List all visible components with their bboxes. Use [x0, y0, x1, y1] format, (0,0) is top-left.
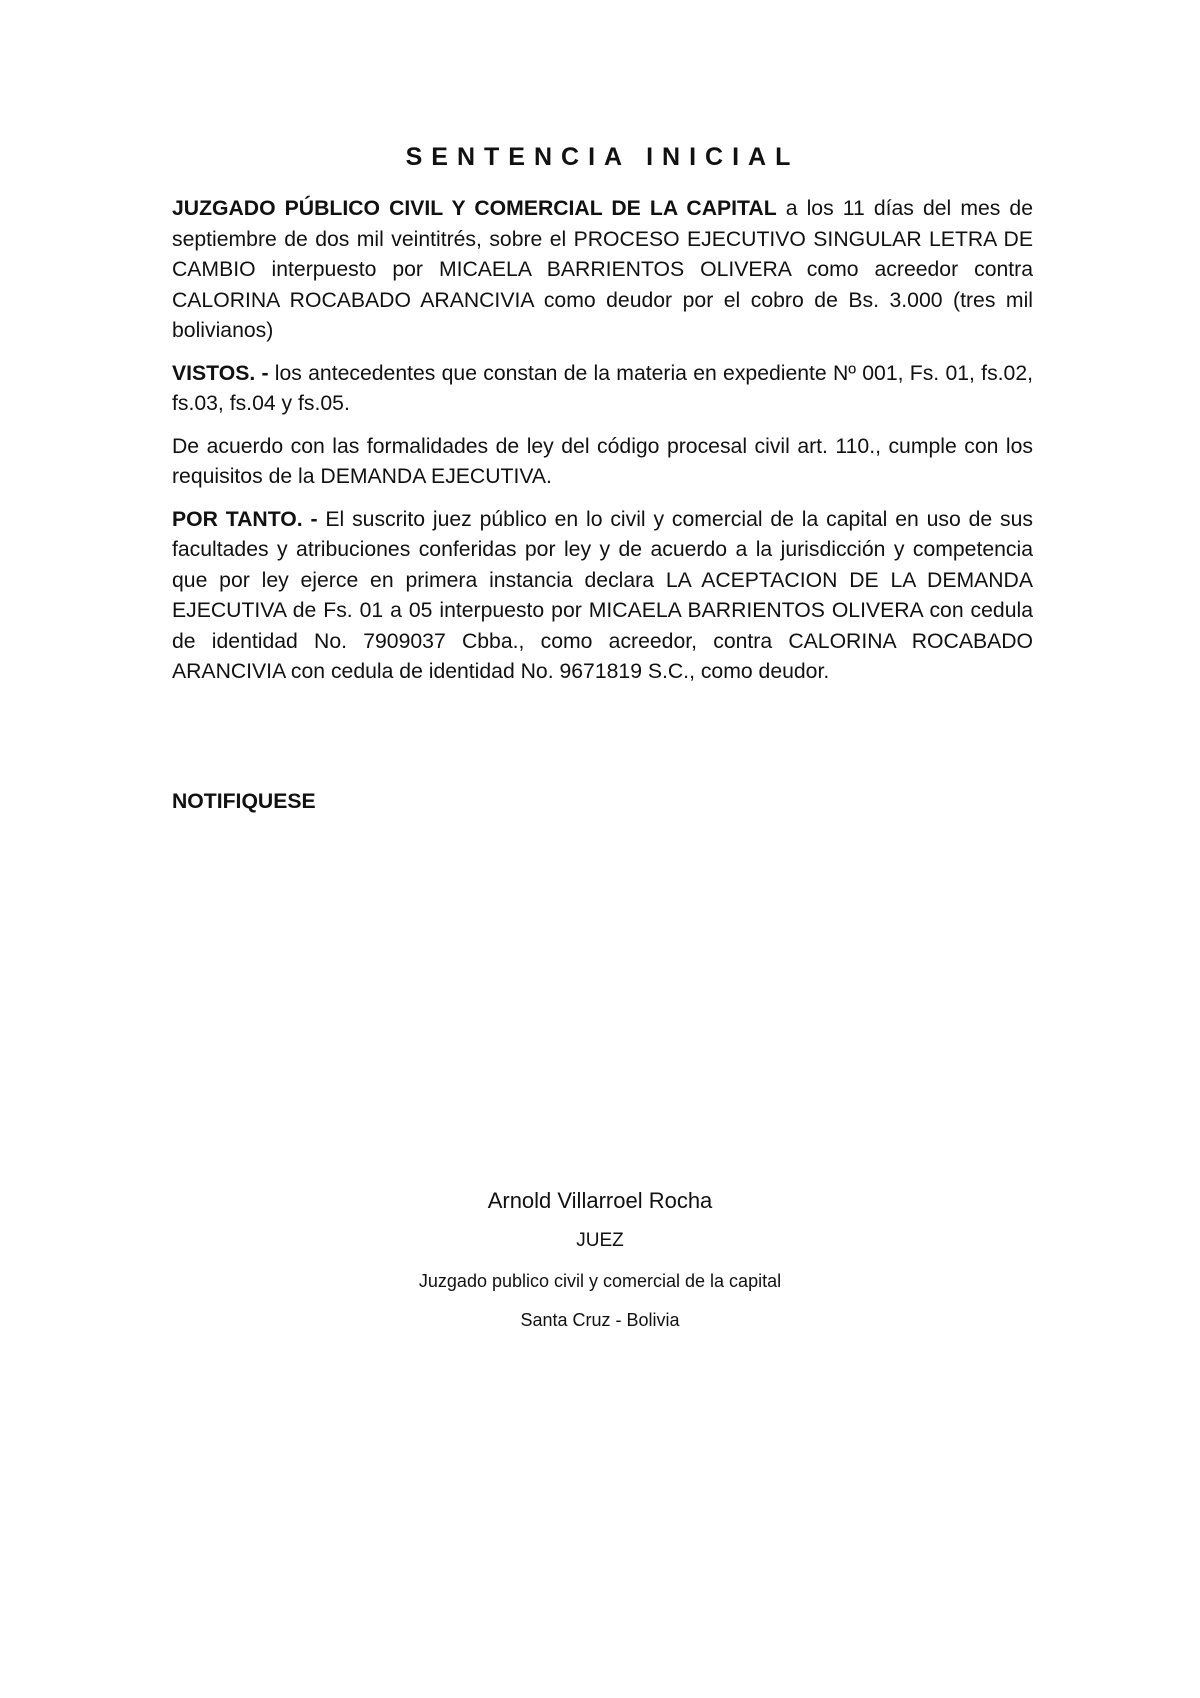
paragraph-vistos	[172, 359, 1033, 420]
paragraph-vistos-text: los antecedentes que constan de la materia en expediente Nº 001, Fs. 01, fs.02, fs.03, fs.04 y fs.05.	[172, 361, 1033, 415]
paragraph-intro-lead: JUZGADO PÚBLICO CIVIL Y COMERCIAL DE LA CAPITAL	[172, 197, 777, 220]
paragraph-intro	[172, 194, 1033, 347]
signatory-role: JUEZ	[576, 1230, 624, 1251]
document-title: SENTENCIA INICIAL	[405, 143, 800, 171]
paragraph-intro-text: a los 11 días del mes de septiembre de dos mil veintitrés, sobre el PROCESO EJECUTIVO SINGULAR LETRA DE CAMBIO interpuesto por MICAELA BARRIENTOS OLIVERA como acreedor contra CALORINA ROCABADO ARANCIVIA como deudor por el cobro de Bs. 3.000 (tres mil bolivianos)	[172, 197, 1033, 342]
signatory-place: Santa Cruz - Bolivia	[520, 1310, 680, 1330]
signature-block	[300, 1187, 900, 1333]
paragraph-acuerdo-text: De acuerdo con las formalidades de ley del código procesal civil art. 110., cumple con los requisitos de la DEMANDA EJECUTIVA.	[172, 434, 1033, 488]
paragraph-por-tanto-lead: POR TANTO. -	[172, 507, 318, 531]
paragraph-por-tanto	[172, 505, 1033, 688]
paragraph-acuerdo	[172, 432, 1033, 493]
document-body	[172, 142, 1033, 700]
signatory-name: Arnold Villarroel Rocha	[487, 1188, 713, 1213]
signatory-court: Juzgado publico civil y comercial de la capital	[418, 1271, 782, 1291]
paragraph-vistos-lead: VISTOS. -	[172, 361, 269, 385]
notify-heading: NOTIFIQUESE	[172, 790, 316, 813]
paragraph-por-tanto-text: El suscrito juez público en lo civil y comercial de la capital en uso de sus facultades y atribuciones conferidas por ley y de acuerdo a la jurisdicción y competencia que por ley ejerce en primera instancia declara LA ACEPTACION DE LA DEMANDA EJECUTIVA de Fs. 01 a 05 interpuesto por MICAELA BARRIENTOS OLIVERA con cedula de identidad No. 7909037 Cbba., como acreedor, contra CALORINA ROCABADO ARANCIVIA con cedula de identidad No. 9671819 S.C., como deudor.	[172, 507, 1034, 683]
